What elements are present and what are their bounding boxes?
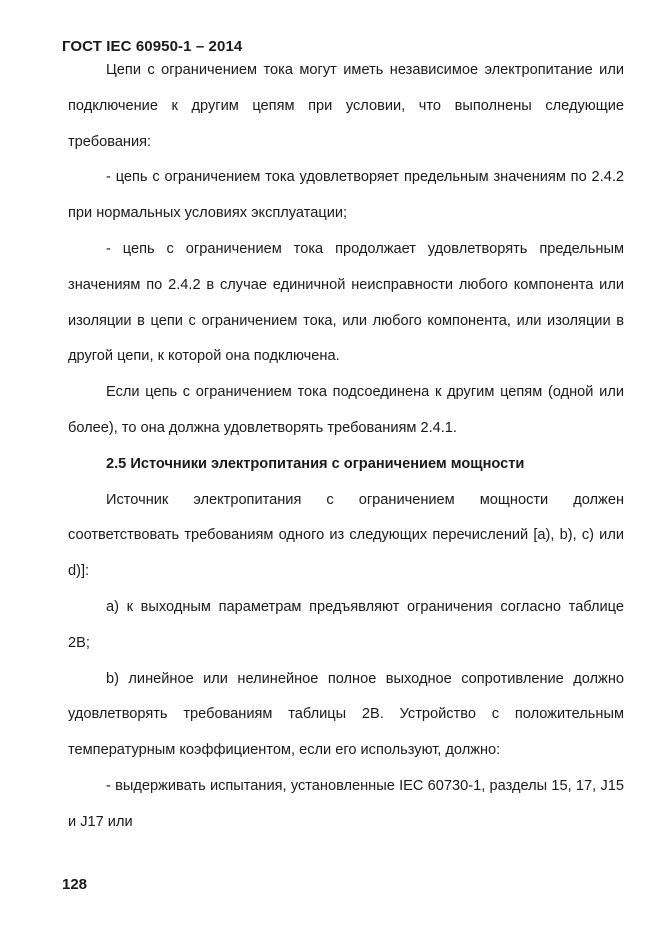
page-number: 128 [62,876,88,893]
list-item: - цепь с ограничением тока удовлетворяет предельным значениям по 2.4.2 при нормальных условиях эксплуатации; [68,169,624,222]
list-item: - цепь с ограничением тока продолжает удовлетворять предельным значениям по 2.4.2 в случае единичной неисправности любого компонента или изоляции в цепи с ограничением тока, или любого компонента, или изоляции в другой цепи, к которой она подключена. [68,240,624,365]
list-item: - выдерживать испытания, установленные IEC 60730-1, разделы 15, 17, J15 и J17 или [68,777,624,830]
list-item: a) к выходным параметрам предъявляют ограничения согласно таблице 2В; [68,598,624,651]
document-header: ГОСТ IEC 60950-1 – 2014 [62,38,243,55]
section-heading: 2.5 Источники электропитания с ограничением мощности [106,455,525,472]
document-body [68,53,624,841]
paragraph: Цепи с ограничением тока могут иметь независимое электропитание или подключение к другим цепям при условии, что выполнены следующие требования: [68,62,624,150]
paragraph: Источник электропитания с ограничением мощности должен соответствовать требованиям одного из следующих перечислений [a), b), c) или d)]: [68,491,624,580]
paragraph: Если цепь с ограничением тока подсоединена к другим цепям (одной или более), то она должна удовлетворять требованиям 2.4.1. [68,384,624,436]
list-item: b) линейное или нелинейное полное выходное сопротивление должно удовлетворять требованиям таблицы 2В. Устройство с положительным температурным коэффициентом, если его используют, должно: [68,670,624,759]
